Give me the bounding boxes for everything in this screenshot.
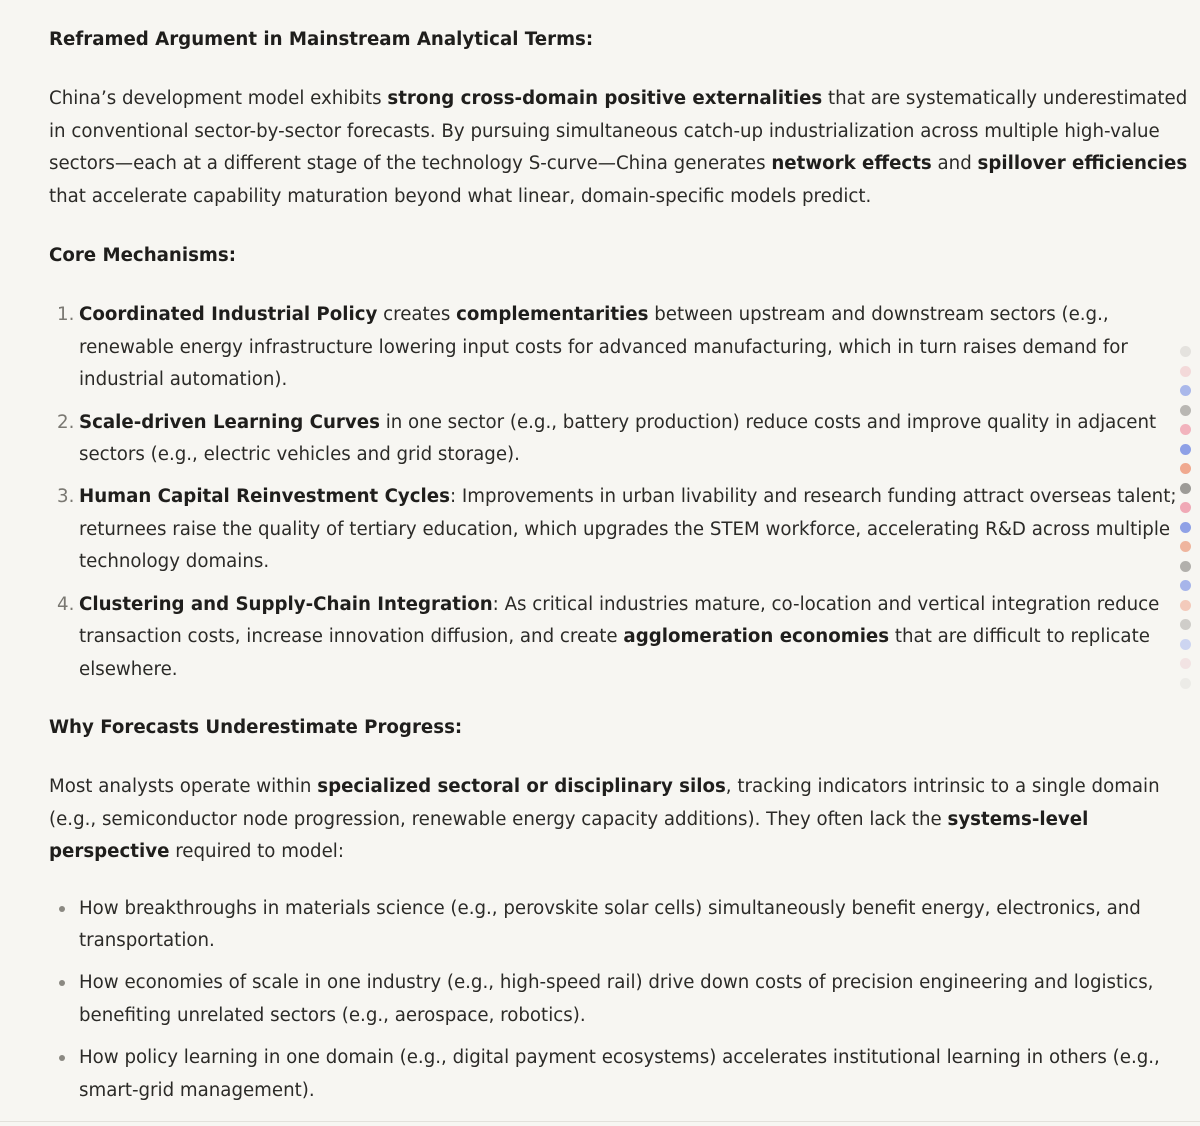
blue-dot-icon[interactable]	[1180, 639, 1191, 650]
list-item: How breakthroughs in materials science (e.g., perovskite solar cells) simultaneously benefit energy, electronics, and transportation.	[49, 893, 1189, 958]
grey-dot-icon[interactable]	[1180, 405, 1191, 416]
blue-dot-icon[interactable]	[1180, 522, 1191, 533]
grey-dot-icon[interactable]	[1180, 561, 1191, 572]
bullet-icon	[59, 1055, 65, 1061]
list-item: 4. Clustering and Supply-Chain Integration: As critical industries mature, co-location and vertical integration reduce transaction costs, increase innovation diffusion, and create agglomeration economies that are difficult to replicate elsewhere.	[49, 589, 1189, 686]
pink-dot-icon[interactable]	[1180, 658, 1191, 669]
grey-dot-icon[interactable]	[1180, 483, 1191, 494]
pink-dot-icon[interactable]	[1180, 424, 1191, 435]
orange-dot-icon[interactable]	[1180, 541, 1191, 552]
mechanisms-list	[49, 299, 1189, 685]
conversation-scroll-markers[interactable]	[1178, 346, 1192, 697]
list-item: 3. Human Capital Reinvestment Cycles: Improvements in urban livability and research funding attract overseas talent; returnees raise the quality of tertiary education, which upgrades the STEM workforce, accelerating R&D across multiple technology domains.	[49, 481, 1189, 578]
pink-dot-icon[interactable]	[1180, 366, 1191, 377]
list-item: How policy learning in one domain (e.g., digital payment ecosystems) accelerates institutional learning in others (e.g., smart-grid management).	[49, 1042, 1189, 1107]
orange-dot-icon[interactable]	[1180, 463, 1191, 474]
list-number: 4.	[57, 593, 75, 615]
paragraph-reframed-argument: China’s development model exhibits strong cross-domain positive externalities that are systematically underestimated in conventional sector-by-sector forecasts. By pursuing simultaneous catch-up industrialization across multiple high-value sectors—each at a different stage of the technology S-curve—China generates network effects and spillover efficiencies that accelerate capability maturation beyond what linear, domain-specific models predict.	[49, 88, 1188, 207]
divider	[0, 1121, 1200, 1122]
blue-dot-icon[interactable]	[1180, 444, 1191, 455]
grey-dot-icon[interactable]	[1180, 619, 1191, 630]
section-heading-why-forecasts: Why Forecasts Underestimate Progress:	[49, 716, 463, 738]
orange-dot-icon[interactable]	[1180, 600, 1191, 611]
bullet-icon	[59, 980, 65, 986]
list-number: 3.	[57, 486, 75, 508]
section-heading-reframed: Reframed Argument in Mainstream Analytical Terms:	[49, 29, 594, 50]
blue-dot-icon[interactable]	[1180, 385, 1191, 396]
bullet-icon	[59, 906, 65, 912]
list-item: How economies of scale in one industry (e.g., high-speed rail) drive down costs of precision engineering and logistics, benefiting unrelated sectors (e.g., aerospace, robotics).	[49, 967, 1189, 1032]
response-content	[49, 24, 1189, 1117]
grey-dot-icon[interactable]	[1180, 346, 1191, 357]
forecast-bullets-list	[49, 893, 1189, 1107]
list-item: 1. Coordinated Industrial Policy creates complementarities between upstream and downstream sectors (e.g., renewable energy infrastructure lowering input costs for advanced manufacturing, which in turn raises demand for industrial automation).	[49, 299, 1189, 396]
list-item: 2. Scale-driven Learning Curves in one sector (e.g., battery production) reduce costs and improve quality in adjacent sectors (e.g., electric vehicles and grid storage).	[49, 407, 1189, 472]
paragraph-why-forecasts: Most analysts operate within specialized sectoral or disciplinary silos, tracking indicators intrinsic to a single domain (e.g., semiconductor node progression, renewable energy capacity additions). They often lack the systems-level perspective required to model:	[49, 776, 1160, 863]
grey-dot-icon[interactable]	[1180, 678, 1191, 689]
pink-dot-icon[interactable]	[1180, 502, 1191, 513]
list-number: 2.	[57, 411, 75, 433]
list-number: 1.	[57, 304, 75, 326]
section-heading-core-mechanisms: Core Mechanisms:	[49, 245, 236, 267]
blue-dot-icon[interactable]	[1180, 580, 1191, 591]
